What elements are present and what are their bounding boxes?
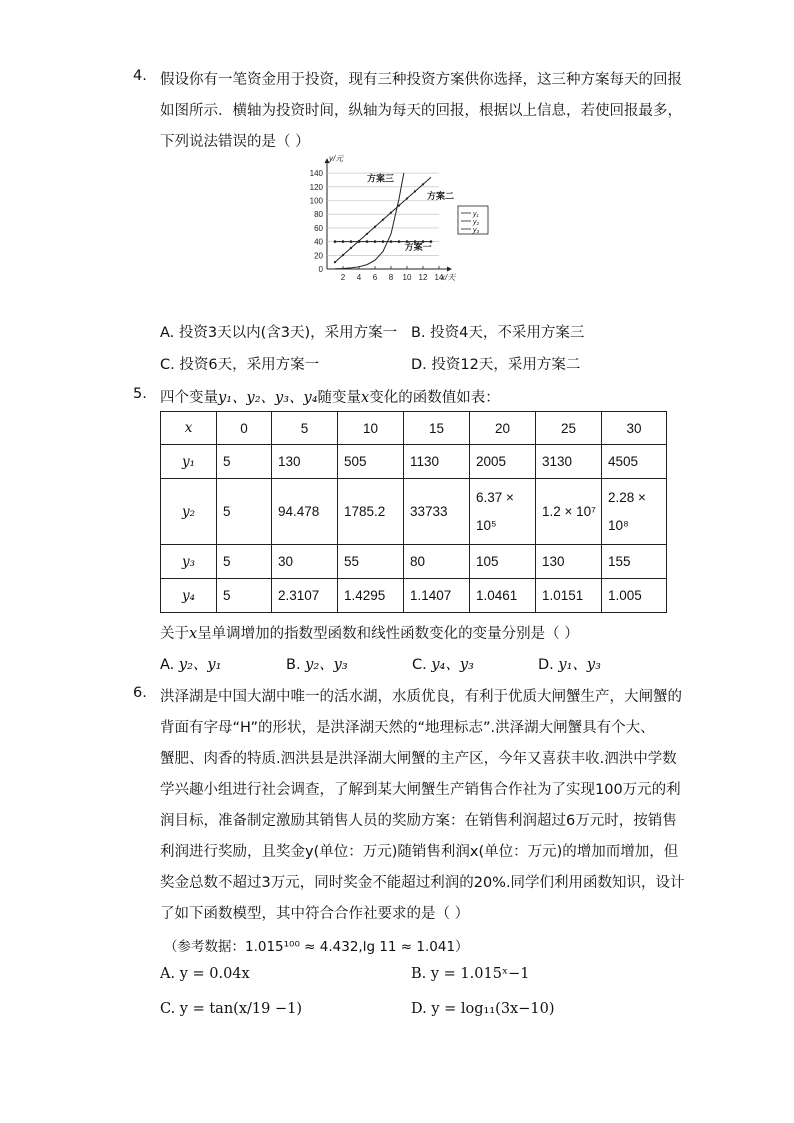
data-point-plan2 bbox=[414, 190, 416, 192]
option-text: y₄、y₃ bbox=[431, 657, 474, 673]
option-a[interactable]: A. y = 0.04x bbox=[160, 966, 250, 982]
table-cell: 1130 bbox=[404, 445, 470, 479]
table-cell: 55 bbox=[338, 545, 404, 579]
question-intro bbox=[160, 386, 500, 407]
table-row bbox=[161, 579, 667, 613]
question-text-line: 背面有字母“H”的形状，是洪泽湖天然的“地理标志”.洪泽湖大闸蟹具有个大、 bbox=[160, 720, 655, 736]
y-tick-label: 0 bbox=[318, 265, 323, 274]
table-cell: 5 bbox=[217, 479, 272, 545]
data-point-plan1 bbox=[350, 240, 353, 243]
table-row bbox=[161, 445, 667, 479]
legend-item: y₁ bbox=[473, 211, 479, 218]
table-row bbox=[161, 479, 667, 545]
y-tick-label: 60 bbox=[314, 223, 323, 233]
table-header-row bbox=[161, 412, 667, 445]
option-text: y₁、y₃ bbox=[558, 657, 601, 673]
option-d[interactable] bbox=[538, 653, 601, 674]
data-point-plan2 bbox=[350, 247, 352, 249]
data-point-plan2 bbox=[366, 233, 368, 235]
table-cell: 155 bbox=[602, 545, 667, 579]
table-cell: 1785.2 bbox=[338, 479, 404, 545]
question-text-line: 润目标，准备制定激励其销售人员的奖励方案：在销售利润超过6万元时，按销售 bbox=[160, 813, 677, 829]
question-text-line: 奖金总数不超过3万元，同时奖金不能超过利润的20%.同学们利用函数知识，设计 bbox=[160, 875, 685, 891]
data-point-plan2 bbox=[342, 254, 344, 256]
data-point-plan2 bbox=[358, 240, 360, 242]
table-row-label: y₃ bbox=[161, 545, 217, 579]
option-c[interactable] bbox=[412, 653, 474, 674]
option-letter: A. bbox=[160, 657, 175, 673]
label-plan3: 方案三 bbox=[367, 173, 395, 184]
label-plan1: 方案一 bbox=[404, 241, 432, 252]
intro-var-x: x bbox=[361, 390, 370, 406]
table-cell: 94.478 bbox=[272, 479, 338, 545]
x-tick-label: 8 bbox=[388, 273, 394, 282]
question-text-line: 学兴趣小组进行社会调查，了解到某大闸蟹生产销售合作社为了实现100万元的利 bbox=[160, 782, 681, 798]
table-cell: 80 bbox=[404, 545, 470, 579]
x-axis-arrow bbox=[447, 267, 452, 272]
x-axis-label: x/天 bbox=[441, 273, 456, 282]
table-cell: 2.3107 bbox=[272, 579, 338, 613]
data-point-plan2 bbox=[398, 204, 400, 206]
investment-chart bbox=[300, 152, 500, 287]
option-letter: D. bbox=[538, 657, 554, 673]
x-tick-label: 4 bbox=[356, 273, 362, 282]
question-text-line: 蟹肥、肉香的特质.泗洪县是洪泽湖大闸蟹的主产区，今年又喜获丰收.泗洪中学数 bbox=[160, 751, 677, 767]
data-point-plan1 bbox=[374, 240, 377, 243]
question-text-line: 如图所示．横轴为投资时间，纵轴为每天的回报，根据以上信息，若使回报最多， bbox=[160, 103, 682, 119]
option-b[interactable]: B. 投资4天，不采用方案三 bbox=[411, 325, 585, 341]
data-point-plan2 bbox=[422, 183, 424, 185]
table-cell: 105 bbox=[470, 545, 536, 579]
question-number: 6. bbox=[133, 685, 147, 701]
table-cell: 4505 bbox=[602, 445, 667, 479]
option-b[interactable]: B. y = 1.015ˣ−1 bbox=[411, 966, 530, 982]
table-cell: 2.28 × 10⁸ bbox=[602, 479, 667, 545]
data-point-plan1 bbox=[366, 240, 369, 243]
table-cell: 5 bbox=[217, 579, 272, 613]
question-text-line: 利润进行奖励，且奖金y(单位：万元)随销售利润x(单位：万元)的增加而增加，但 bbox=[160, 844, 679, 860]
y-tick-label: 120 bbox=[309, 182, 323, 192]
table-header-cell: 25 bbox=[536, 412, 602, 445]
data-point-plan1 bbox=[342, 240, 345, 243]
table-cell: 3130 bbox=[536, 445, 602, 479]
table-row-label: y₁ bbox=[161, 445, 217, 479]
table-cell: 1.0461 bbox=[470, 579, 536, 613]
data-point-plan1 bbox=[334, 240, 337, 243]
table-cell: 1.2 × 10⁷ bbox=[536, 479, 602, 545]
option-a[interactable]: A. 投资3天以内(含3天)，采用方案一 bbox=[160, 325, 398, 341]
table-row-label: y₄ bbox=[161, 579, 217, 613]
table-cell: 30 bbox=[272, 545, 338, 579]
data-point-plan2 bbox=[374, 226, 376, 228]
table-cell: 2005 bbox=[470, 445, 536, 479]
table-cell: 130 bbox=[272, 445, 338, 479]
table-row-label: y₂ bbox=[161, 479, 217, 545]
data-point-plan2 bbox=[382, 219, 384, 221]
intro-text: 随变量 bbox=[317, 390, 362, 406]
y-tick-label: 100 bbox=[309, 196, 323, 206]
x-tick-label: 6 bbox=[372, 273, 378, 282]
data-point-plan2 bbox=[334, 261, 336, 263]
data-point-plan1 bbox=[390, 240, 393, 243]
option-letter: C. bbox=[412, 657, 427, 673]
question-text-line bbox=[160, 622, 579, 643]
table-header-cell: 15 bbox=[404, 412, 470, 445]
table-cell: 505 bbox=[338, 445, 404, 479]
table-header-cell: 20 bbox=[470, 412, 536, 445]
label-plan2: 方案二 bbox=[427, 191, 455, 202]
table-header-cell: 5 bbox=[272, 412, 338, 445]
question-text: 呈单调增加的指数型函数和线性函数变化的变量分别是（ ） bbox=[197, 626, 579, 642]
y-tick-label: 20 bbox=[314, 251, 323, 261]
table-cell: 6.37 × 10⁵ bbox=[470, 479, 536, 545]
table-cell: 1.4295 bbox=[338, 579, 404, 613]
x-tick-label: 2 bbox=[340, 273, 346, 282]
option-c[interactable]: C. y = tan(x/19 −1) bbox=[160, 1001, 302, 1017]
question-text-line: 假设你有一笔资金用于投资，现有三种投资方案供你选择，这三种方案每天的回报 bbox=[160, 72, 682, 88]
question-text-line: 了如下函数模型，其中符合合作社要求的是（ ） bbox=[160, 906, 470, 922]
data-point-plan2 bbox=[390, 212, 392, 214]
option-b[interactable] bbox=[286, 653, 348, 674]
table-cell: 130 bbox=[536, 545, 602, 579]
y-tick-label: 80 bbox=[314, 210, 323, 220]
data-point-plan1 bbox=[398, 240, 401, 243]
option-letter: B. bbox=[286, 657, 301, 673]
question-text: 关于 bbox=[160, 626, 189, 642]
option-d[interactable]: D. 投资12天，采用方案二 bbox=[411, 357, 581, 373]
series-line-plan3 bbox=[335, 173, 404, 269]
y-tick-label: 40 bbox=[314, 237, 323, 247]
table-header-cell: 30 bbox=[602, 412, 667, 445]
question-text-line: 洪泽湖是中国大湖中唯一的活水湖，水质优良，有利于优质大闸蟹生产，大闸蟹的 bbox=[160, 689, 682, 705]
option-text: y₂、y₃ bbox=[305, 657, 348, 673]
table-header-cell: 10 bbox=[338, 412, 404, 445]
option-c[interactable]: C. 投资6天，采用方案一 bbox=[160, 357, 320, 373]
y-axis-label: y/元 bbox=[329, 154, 344, 164]
table-cell: 33733 bbox=[404, 479, 470, 545]
table-cell: 5 bbox=[217, 545, 272, 579]
intro-vars: y₁、y₂、y₃、y₄ bbox=[218, 390, 318, 406]
intro-text: 变化的函数值如表： bbox=[369, 390, 500, 406]
option-a[interactable] bbox=[160, 653, 221, 674]
y-tick-label: 140 bbox=[309, 169, 323, 179]
function-value-table bbox=[160, 411, 667, 613]
legend-item: y₂ bbox=[473, 219, 480, 226]
table-header-cell: 0 bbox=[217, 412, 272, 445]
table-cell: 5 bbox=[217, 445, 272, 479]
table-header-cell: x bbox=[161, 412, 217, 445]
x-tick-label: 12 bbox=[418, 273, 428, 282]
data-point-plan2 bbox=[406, 197, 408, 199]
question-var-x: x bbox=[189, 626, 198, 642]
intro-text: 四个变量 bbox=[160, 390, 218, 406]
table-cell: 1.1407 bbox=[404, 579, 470, 613]
reference-data: （参考数据：1.015¹⁰⁰ ≈ 4.432,lg 11 ≈ 1.041） bbox=[164, 939, 469, 955]
table-cell: 1.0151 bbox=[536, 579, 602, 613]
data-point-plan1 bbox=[382, 240, 385, 243]
question-number: 5. bbox=[133, 386, 147, 402]
table-row bbox=[161, 545, 667, 579]
legend-item: y₃ bbox=[473, 227, 480, 234]
option-d[interactable]: D. y = log₁₁(3x−10) bbox=[411, 1001, 555, 1017]
question-number: 4. bbox=[133, 68, 147, 84]
question-text-line: 下列说法错误的是（ ） bbox=[160, 134, 310, 150]
x-tick-label: 14 bbox=[434, 273, 444, 282]
table-cell: 1.005 bbox=[602, 579, 667, 613]
x-tick-label: 10 bbox=[402, 273, 412, 282]
option-text: y₂、y₁ bbox=[178, 657, 222, 673]
